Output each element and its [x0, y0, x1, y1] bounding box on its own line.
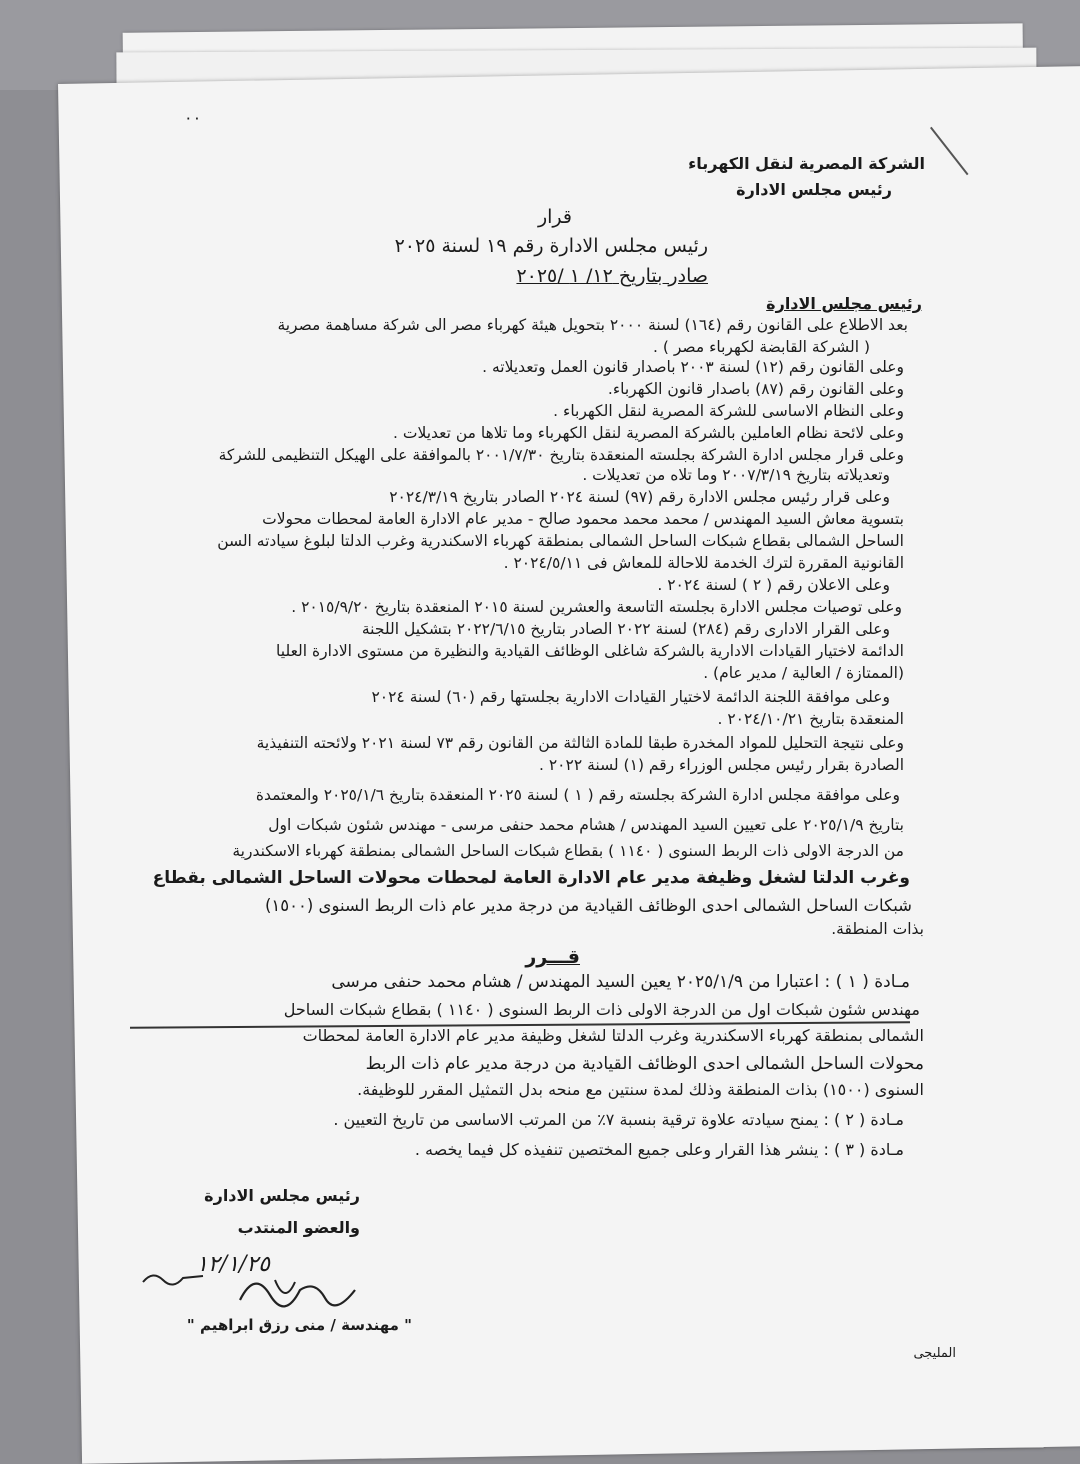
preamble-line: بتاريخ ٢٠٢٥/١/٩ على تعيين السيد المهندس / هشام محمد حنفى مرسى - مهندس شئون شبكات اول: [268, 816, 904, 834]
preamble-line: وغرب الدلتا لشغل وظيفة مدير عام الادارة العامة لمحطات محولات الساحل الشمالى بقطاع: [152, 868, 910, 888]
signature-title: رئيس مجلس الادارة: [204, 1186, 360, 1205]
preamble-line: وتعديلاته بتاريخ ٢٠٠٧/٣/١٩ وما تلاه من تعديلات .: [582, 466, 890, 484]
signature-scribble: [230, 1260, 360, 1320]
signature-title: والعضو المنتدب: [237, 1218, 360, 1237]
decided-heading: قـــرر: [525, 946, 580, 968]
preamble-line: الدائمة لاختيار القيادات الادارية بالشركة شاغلى الوظائف القيادية والنظيرة من مستوى الادارة العليا: [276, 642, 904, 660]
preamble-line: وعلى قرار مجلس ادارة الشركة بجلسته المنعقدة بتاريخ ٢٠٠١/٧/٣٠ بالموافقة على الهيكل التنظيمى للشركة: [218, 446, 904, 464]
article-line: السنوى (١٥٠٠) بذات المنطقة وذلك لمدة سنتين مع منحه بدل التمثيل المقرر للوظيفة.: [357, 1080, 924, 1099]
article-line: مـادة ( ٣ ) : ينشر هذا القرار وعلى جميع المختصين تنفيذه كل فيما يخصه .: [414, 1140, 904, 1159]
preamble-line: وعلى قرار رئيس مجلس الادارة رقم (٩٧) لسنة ٢٠٢٤ الصادر بتاريخ ٢٠٢٤/٣/١٩: [389, 488, 890, 506]
handwritten-date: ١٢/١/٢٥: [196, 1252, 270, 1277]
paper-fold: [930, 127, 969, 176]
footer-note: المليجى: [913, 1346, 956, 1361]
article-line: محولات الساحل الشمالى احدى الوظائف القيادية من درجة مدير عام ذات الربط: [365, 1054, 924, 1074]
preamble-line: وعلى موافقة مجلس ادارة الشركة بجلسته رقم ( ١ ) لسنة ٢٠٢٥ المنعقدة بتاريخ ٢٠٢٥/١/٦ والمعتمدة: [255, 786, 900, 804]
company-name: الشركة المصرية لنقل الكهرباء: [688, 154, 925, 173]
preamble-line: الصادرة بقرار رئيس مجلس الوزراء رقم (١) لسنة ٢٠٢٢ .: [538, 756, 904, 774]
page-mark: ٠٠: [184, 108, 202, 127]
preamble-line: من الدرجة الاولى ذات الربط السنوى ( ١١٤٠ ) بقطاع شبكات الساحل الشمالى بمنطقة كهرباء الاسكندرية: [232, 842, 904, 860]
preamble-line: القانونية المقررة لترك الخدمة للاحالة للمعاش فى ٢٠٢٤/٥/١١ .: [503, 554, 904, 572]
preamble-line: بتسوية معاش السيد المهندس / محمد محمد محمود صالح - مدير عام الادارة العامة لمحطات محولات: [262, 510, 904, 528]
decision-number: رئيس مجلس الادارة رقم ١٩ لسنة ٢٠٢٥: [394, 235, 708, 257]
article-line: الشمالى بمنطقة كهرباء الاسكندرية وغرب الدلتا لشغل وظيفة مدير عام الادارة العامة لمحطات: [302, 1026, 924, 1045]
article-line: مـادة ( ٢ ) : يمنح سيادته علاوة ترقية بنسبة ٧٪ من المرتب الاساسى من تاريخ التعيين .: [333, 1110, 904, 1129]
preamble-line: وعلى القانون رقم (١٢) لسنة ٢٠٠٣ باصدار قانون العمل وتعديلاته .: [482, 358, 904, 376]
decision-date: صادر بتاريخ ١٢/ ١ /٢٠٢٥: [516, 265, 708, 287]
preamble-line: بذات المنطقة.: [831, 920, 924, 938]
office-title: رئيس مجلس الادارة: [736, 180, 892, 199]
preamble-line: شبكات الساحل الشمالى احدى الوظائف القيادية من درجة مدير عام ذات الربط السنوى (١٥٠٠): [264, 896, 912, 915]
article-line: مهندس شئون شبكات اول من الدرجة الاولى ذات الربط السنوى ( ١١٤٠ ) بقطاع شبكات الساحل: [283, 1000, 920, 1019]
preamble-line: وعلى النظام الاساسى للشركة المصرية لنقل الكهرباء .: [553, 402, 904, 420]
preamble-line: ( الشركة القابضة لكهرباء مصر ) .: [653, 338, 870, 356]
signatory-name: " مهندسة / منى رزق ابراهيم ": [186, 1316, 412, 1334]
preamble-line: (الممتازة / العالية / مدير عام) .: [703, 664, 904, 682]
preamble-line: بعد الاطلاع على القانون رقم (١٦٤) لسنة ٢٠٠٠ بتحويل هيئة كهرباء مصر الى شركة مساهمة مصرية: [277, 316, 908, 334]
preamble-line: وعلى القانون رقم (٨٧) باصدار قانون الكهرباء.: [607, 380, 904, 398]
signature-flourish: [138, 1262, 208, 1292]
preamble-line: وعلى الاعلان رقم ( ٢ ) لسنة ٢٠٢٤ .: [657, 576, 890, 594]
preamble-line: وعلى توصيات مجلس الادارة بجلسته التاسعة والعشرين لسنة ٢٠١٥ المنعقدة بتاريخ ٢٠١٥/٩/٢٠ .: [291, 598, 902, 616]
article-line: مـادة ( ١ ) : اعتبارا من ٢٠٢٥/١/٩ يعين السيد المهندس / هشام محمد حنفى مرسى: [331, 972, 910, 992]
preamble-line: وعلى موافقة اللجنة الدائمة لاختيار القيادات الادارية بجلستها رقم (٦٠) لسنة ٢٠٢٤: [371, 688, 890, 706]
preamble-line: وعلى القرار الادارى رقم (٢٨٤) لسنة ٢٠٢٢ الصادر بتاريخ ٢٠٢٢/٦/١٥ بتشكيل اللجنة: [361, 620, 890, 638]
preamble-line: وعلى لائحة نظام العاملين بالشركة المصرية لنقل الكهرباء وما تلاها من تعديلات .: [393, 424, 904, 442]
decision-word: قرار: [537, 206, 572, 228]
issuer-label: رئيس مجلس الادارة: [766, 294, 922, 313]
preamble-line: الساحل الشمالى بقطاع شبكات الساحل الشمالى بمنطقة كهرباء الاسكندرية وغرب الدلتا لبلوغ سيادته السن: [217, 532, 904, 550]
preamble-line: وعلى نتيجة التحليل للمواد المخدرة طبقا للمادة الثالثة من القانون رقم ٧٣ لسنة ٢٠٢١ ولائحته التنفيذية: [256, 734, 904, 752]
preamble-line: المنعقدة بتاريخ ٢٠٢٤/١٠/٢١ .: [717, 710, 904, 728]
